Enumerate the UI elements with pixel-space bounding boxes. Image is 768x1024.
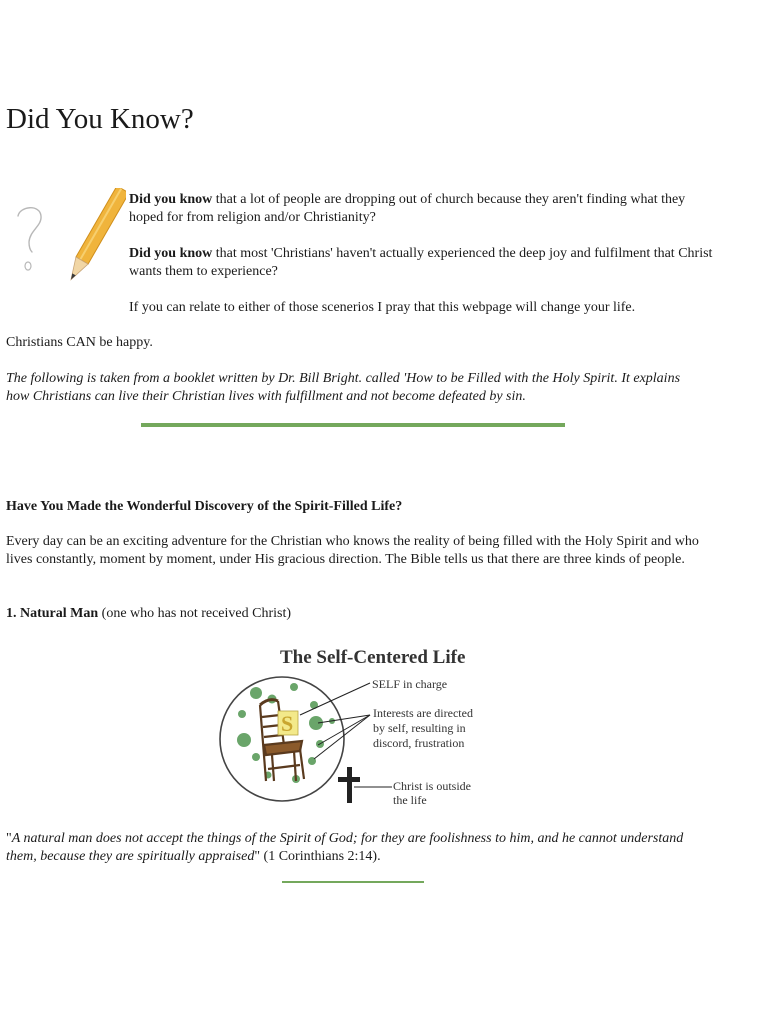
natural-man-label: 1. Natural Man	[6, 606, 99, 621]
pencil-question-icon	[10, 188, 126, 298]
intro-paragraph-2	[129, 245, 719, 281]
happy-statement: Christians CAN be happy.	[6, 335, 153, 350]
label-interests-3: discord, frustration	[373, 736, 465, 750]
label-christ-outside-2: the life	[393, 793, 427, 807]
source-note-text: The following is taken from a booklet written by Dr. Bill Bright. called 'How to be Filled with the Holy Spirit. It explains how Christians can live their Christian lives with fulfillment and not become defeated by sin.	[6, 371, 681, 404]
section-heading	[6, 498, 706, 516]
quote-text: A natural man does not accept the things of the Spirit of God; for they are foolishness to him, and he cannot understand them, because they are spiritually appraised	[6, 831, 684, 864]
natural-man-desc: (one who has not received Christ)	[98, 606, 292, 621]
label-self-in-charge: SELF in charge	[372, 677, 448, 691]
intro-paragraph-3: If you can relate to either of those scenerios I pray that this webpage will change your life.	[129, 300, 636, 315]
intro-bold-2: Did you know	[129, 246, 213, 261]
intro-bold-1: Did you know	[129, 192, 213, 207]
intro-text-1: that a lot of people are dropping out of church because they aren't finding what they hoped for from religion and/or Christianity?	[129, 192, 686, 225]
divider-rule-small	[282, 881, 424, 883]
quote-citation: " (1 Corinthians 2:14).	[254, 849, 381, 864]
self-letter: S	[281, 711, 294, 736]
section-heading-text: Have You Made the Wonderful Discovery of the Spirit-Filled Life?	[6, 499, 403, 514]
intro-text-2: that most 'Christians' haven't actually experienced the deep joy and fulfilment that Christ wants them to experience?	[129, 246, 713, 279]
natural-man-item	[6, 605, 706, 623]
intro-paragraph-1	[129, 191, 719, 227]
diagram-title: The Self-Centered Life	[280, 647, 466, 668]
label-interests-2: by self, resulting in	[373, 721, 466, 735]
page-title: Did You Know?	[6, 103, 194, 135]
source-note	[6, 370, 696, 406]
scripture-quote	[6, 830, 706, 866]
divider-rule	[141, 423, 565, 427]
self-centered-life-diagram	[214, 641, 496, 809]
label-christ-outside-1: Christ is outside	[393, 779, 472, 793]
quote-open-mark: "	[6, 831, 12, 846]
label-interests-1: Interests are directed	[373, 706, 473, 720]
cross-icon	[338, 767, 360, 803]
section-paragraph: Every day can be an exciting adventure for the Christian who knows the reality of being filled with the Holy Spirit and who lives constantly, moment by moment, under His gracious direction. The Bible tells us that there are three kinds of people.	[6, 534, 699, 567]
